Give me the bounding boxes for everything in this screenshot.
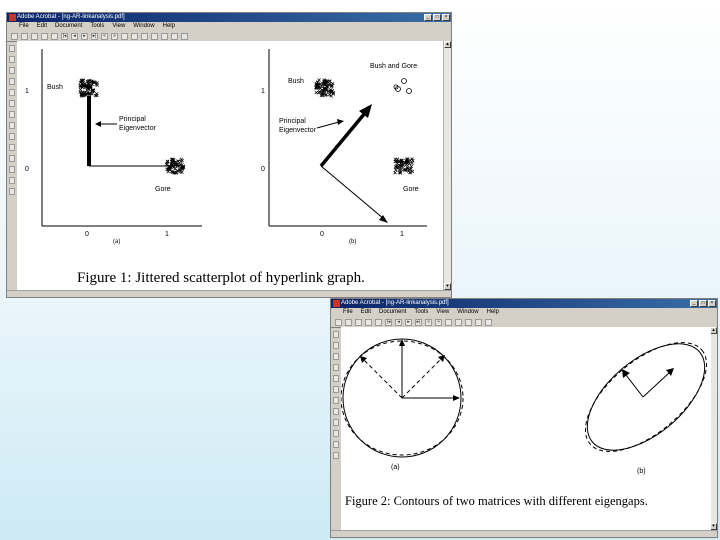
movie-icon[interactable] [333,419,339,426]
panel-b-ytick-0: 0 [261,166,265,173]
go-forward-icon[interactable]: » [111,33,118,40]
fit-page-icon[interactable] [455,319,462,326]
touchup-icon[interactable] [333,397,339,404]
label-bush-a: Bush [47,84,63,91]
actual-size-icon[interactable] [121,33,128,40]
left-tool-strip [331,327,341,530]
close-button[interactable]: × [442,14,450,21]
last-page-icon[interactable]: ▸| [416,318,421,325]
save-icon[interactable] [31,33,38,40]
menu-window[interactable]: Window [133,23,155,29]
scatter-point [180,158,183,161]
find-icon[interactable] [181,33,188,40]
actual-size-icon[interactable] [445,319,452,326]
eigenvector-a-dashed-left [363,359,402,398]
second-eigenvector-b [321,166,384,219]
minimize-button[interactable]: _ [424,14,432,21]
window-title: Adobe Acrobat - [ng-AR-linkanalysis.pdf] [17,14,125,20]
stamp-icon[interactable] [333,452,339,459]
form-icon[interactable] [333,430,339,437]
scatter-point [315,91,318,94]
search-icon[interactable] [171,33,178,40]
hand-tool-icon[interactable] [41,33,48,40]
acrobat-window-figure2 [330,298,718,538]
scroll-down-icon[interactable]: ▾ [444,283,451,290]
rotate-icon[interactable] [475,319,482,326]
text-select-icon[interactable] [161,33,168,40]
figure1-plot [17,41,443,291]
highlight-icon[interactable] [9,155,15,162]
label-gore-a: Gore [155,186,171,193]
panel-a-ytick-1: 1 [25,88,29,95]
panel-a-xtick-1: 1 [165,231,169,238]
next-page-icon[interactable]: ▸ [405,319,412,326]
note-icon[interactable] [9,78,15,85]
last-page-icon[interactable]: ▸| [92,32,97,39]
underline-icon[interactable] [9,177,15,184]
close-button[interactable]: × [708,300,716,307]
menu-document[interactable]: Document [379,309,407,315]
crop-icon[interactable] [333,386,339,393]
rotate-icon[interactable] [151,33,158,40]
prev-page-icon[interactable]: ◂ [71,33,78,40]
save-icon[interactable] [355,319,362,326]
print-icon[interactable] [21,33,28,40]
panel-a-ytick-0: 0 [25,166,29,173]
figure1-caption: Figure 1: Jittered scatterplot of hyperlink graph. [77,270,365,286]
thumbnails-icon[interactable] [333,342,339,349]
vertical-scrollbar[interactable] [443,41,451,290]
left-tool-strip [7,41,17,290]
annotation-icon[interactable] [9,67,15,74]
menu-file[interactable]: File [343,309,353,315]
pointer-arrowhead-a [95,121,101,127]
fit-width-icon[interactable] [141,33,148,40]
link-icon[interactable] [333,375,339,382]
go-forward-icon[interactable]: » [435,319,442,326]
first-page-icon[interactable]: |◂ [62,32,67,39]
label-gore-b: Gore [403,186,419,193]
status-bar [331,530,717,537]
label-bush-and-gore: Bush and Gore [370,63,418,70]
eigenvector-b-left-arrowhead [622,369,630,378]
document-page [341,327,711,532]
menu-bar [7,22,451,31]
menu-document[interactable]: Document [55,23,83,29]
menu-edit[interactable]: Edit [36,23,48,29]
panel-label-a: (a) [113,239,121,245]
next-page-icon[interactable]: ▸ [81,33,88,40]
movie-icon[interactable] [9,133,15,140]
scatter-point [79,88,82,91]
label-bush-b: Bush [288,78,304,85]
label-principal-a: Principal [119,116,146,123]
document-page [17,41,443,291]
stamp-icon[interactable] [9,188,15,195]
acrobat-app-icon [333,300,340,307]
eigenvector-b-right [643,373,669,397]
menu-help[interactable]: Help [162,23,175,29]
menu-view[interactable]: View [112,23,126,29]
label-principal-b: Principal [279,118,306,125]
fit-width-icon[interactable] [465,319,472,326]
note-icon[interactable] [333,364,339,371]
panel-label-a: (a) [391,464,400,471]
text-select-icon[interactable] [485,319,492,326]
menu-tools[interactable]: Tools [414,309,429,315]
go-back-icon[interactable]: « [425,319,432,326]
scatter-point [90,92,93,95]
panel-label-b: (b) [349,239,357,245]
menu-help[interactable]: Help [486,309,499,315]
open-icon[interactable] [11,33,18,40]
scroll-down-icon[interactable]: ▾ [710,523,717,530]
thumbnails-icon[interactable] [9,56,15,63]
panel-label-b: (b) [637,468,646,475]
bookmarks-icon[interactable] [9,45,15,52]
scatter-point [318,91,321,94]
menu-file[interactable]: File [19,23,29,29]
touchup-icon[interactable] [9,111,15,118]
pointer-arrow-b [317,122,339,128]
window-title: Adobe Acrobat - [ng-AR-linkanalysis.pdf] [341,300,449,306]
gore-cluster-b [394,158,415,175]
scatter-point [394,171,397,174]
zoom-icon[interactable] [375,319,382,326]
scroll-up-icon[interactable]: ▴ [444,41,451,48]
panel-b-xtick-0: 0 [320,231,324,238]
scatter-point [177,160,180,163]
article-icon[interactable] [333,408,339,415]
form-icon[interactable] [9,144,15,151]
annotation-icon[interactable] [333,353,339,360]
fit-page-icon[interactable] [131,33,138,40]
print-icon[interactable] [345,319,352,326]
panel-a-xtick-0: 0 [85,231,89,238]
menu-tools[interactable]: Tools [90,23,105,29]
panel-b-xtick-1: 1 [400,231,404,238]
menu-view[interactable]: View [436,309,450,315]
first-page-icon[interactable]: |◂ [386,318,391,325]
bush-cluster-a [79,79,99,98]
menu-bar [331,308,717,317]
acrobat-app-icon [9,14,16,21]
highlight-icon[interactable] [333,441,339,448]
article-icon[interactable] [9,122,15,129]
prev-page-icon[interactable]: ◂ [395,319,402,326]
bush-cluster-b [315,79,335,98]
scatter-point [330,94,333,97]
open-icon[interactable] [335,319,342,326]
status-bar [7,290,451,297]
eigenvector-a-up-arrowhead [399,339,405,346]
title-bar[interactable] [7,13,451,22]
panel-b-ytick-1: 1 [261,88,265,95]
contour-ellipse-b [569,327,711,470]
label-eigenvector-b: Eigenvector [279,127,316,134]
menu-window[interactable]: Window [457,309,479,315]
eigenvector-b-left [626,375,643,397]
title-bar[interactable] [331,299,717,308]
eigenvector-a-right-arrowhead [453,395,460,401]
scatter-point [328,80,331,83]
scroll-up-icon[interactable]: ▴ [710,327,717,334]
figure2-caption: Figure 2: Contours of two matrices with different eigengaps. [345,494,648,508]
scatter-point [394,169,397,172]
go-back-icon[interactable]: « [101,33,108,40]
scatter-point [400,167,403,170]
bookmarks-icon[interactable] [333,331,339,338]
maximize-button[interactable]: □ [433,14,441,21]
contour-dashed-b [567,327,711,472]
acrobat-window-figure1 [6,12,452,298]
menu-edit[interactable]: Edit [360,309,372,315]
maximize-button[interactable]: □ [699,300,707,307]
hand-tool-icon[interactable] [365,319,372,326]
pointer-arrowhead-b [337,119,344,125]
zoom-icon[interactable] [51,33,58,40]
crop-icon[interactable] [9,100,15,107]
scatter-point [409,168,412,171]
strike-icon[interactable] [9,166,15,173]
scatter-point [411,162,414,165]
bush-and-gore-point [407,89,412,94]
label-eigenvector-a: Eigenvector [119,125,156,132]
minimize-button[interactable]: _ [690,300,698,307]
link-icon[interactable] [9,89,15,96]
bush-and-gore-point [402,79,407,84]
eigenvector-a-dashed-right [402,358,442,398]
